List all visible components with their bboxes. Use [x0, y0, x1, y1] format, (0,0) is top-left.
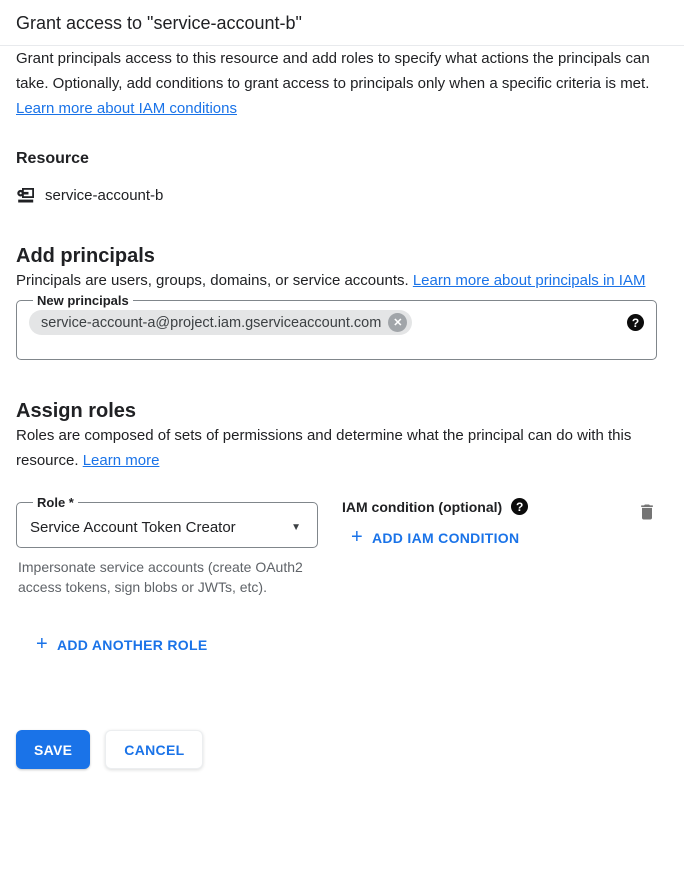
role-row — [16, 495, 657, 597]
plus-icon: + — [351, 526, 363, 548]
principals-description — [16, 268, 666, 293]
iam-conditions-learn-more-link[interactable]: Learn more about IAM conditions — [16, 100, 237, 117]
role-helper-text: Impersonate service accounts (create OAuth2 access tokens, sign blobs or JWTs, etc). — [18, 559, 303, 595]
dialog-title: Grant access to "service-account-b" — [16, 13, 302, 33]
service-account-icon — [16, 185, 36, 205]
roles-description-text: Roles are composed of sets of permissions and determine what the principal can do with this resource. — [16, 427, 632, 469]
principals-description-text: Principals are users, groups, domains, or service accounts. — [16, 272, 413, 289]
new-principals-field[interactable] — [16, 293, 657, 360]
principals-help-icon[interactable]: ? — [627, 314, 644, 331]
save-button[interactable]: SAVE — [16, 730, 90, 769]
intro-text: Grant principals access to this resource and add roles to specify what actions the principals can take. Optionally, add conditions to grant access to principals only when a specific criteria is met. — [16, 50, 650, 92]
add-another-role-button[interactable] — [36, 635, 208, 655]
delete-icon — [637, 502, 657, 522]
roles-description — [16, 423, 666, 473]
add-principals-heading: Add principals — [16, 245, 155, 267]
role-select[interactable] — [16, 495, 318, 548]
iam-condition-column — [342, 495, 637, 549]
chip-remove-icon[interactable]: ✕ — [388, 313, 407, 332]
dialog-footer — [0, 730, 684, 769]
intro-paragraph — [16, 46, 666, 121]
role-selected-value: Service Account Token Creator — [30, 519, 236, 536]
iam-condition-label-row — [342, 498, 637, 515]
iam-condition-label: IAM condition (optional) — [342, 498, 503, 515]
dialog-body — [0, 46, 684, 656]
chevron-down-icon: ▼ — [291, 522, 301, 533]
iam-condition-help-icon[interactable]: ? — [511, 498, 528, 515]
role-label: Role * — [37, 495, 74, 510]
add-another-role-label: ADD ANOTHER ROLE — [56, 637, 208, 653]
add-iam-condition-button[interactable] — [351, 528, 519, 548]
principal-chip[interactable] — [29, 310, 412, 335]
plus-icon: + — [36, 633, 48, 655]
resource-heading: Resource — [16, 150, 89, 167]
assign-roles-heading: Assign roles — [16, 400, 137, 422]
new-principals-label: New principals — [37, 293, 129, 308]
delete-role-column — [637, 495, 657, 527]
new-principals-content — [29, 308, 644, 335]
role-value-row[interactable] — [29, 510, 305, 547]
resource-row — [16, 185, 668, 205]
principal-chip-label: service-account-a@project.iam.gserviceaccount.com — [41, 314, 382, 331]
add-iam-condition-label: ADD IAM CONDITION — [371, 530, 520, 546]
principals-learn-more-link[interactable]: Learn more about principals in IAM — [412, 272, 646, 289]
role-column — [16, 495, 318, 597]
roles-learn-more-link[interactable]: Learn more — [82, 452, 160, 469]
resource-name: service-account-b — [45, 186, 164, 204]
dialog-header — [0, 0, 684, 46]
cancel-button[interactable]: CANCEL — [105, 730, 203, 769]
delete-role-button[interactable] — [637, 502, 657, 522]
